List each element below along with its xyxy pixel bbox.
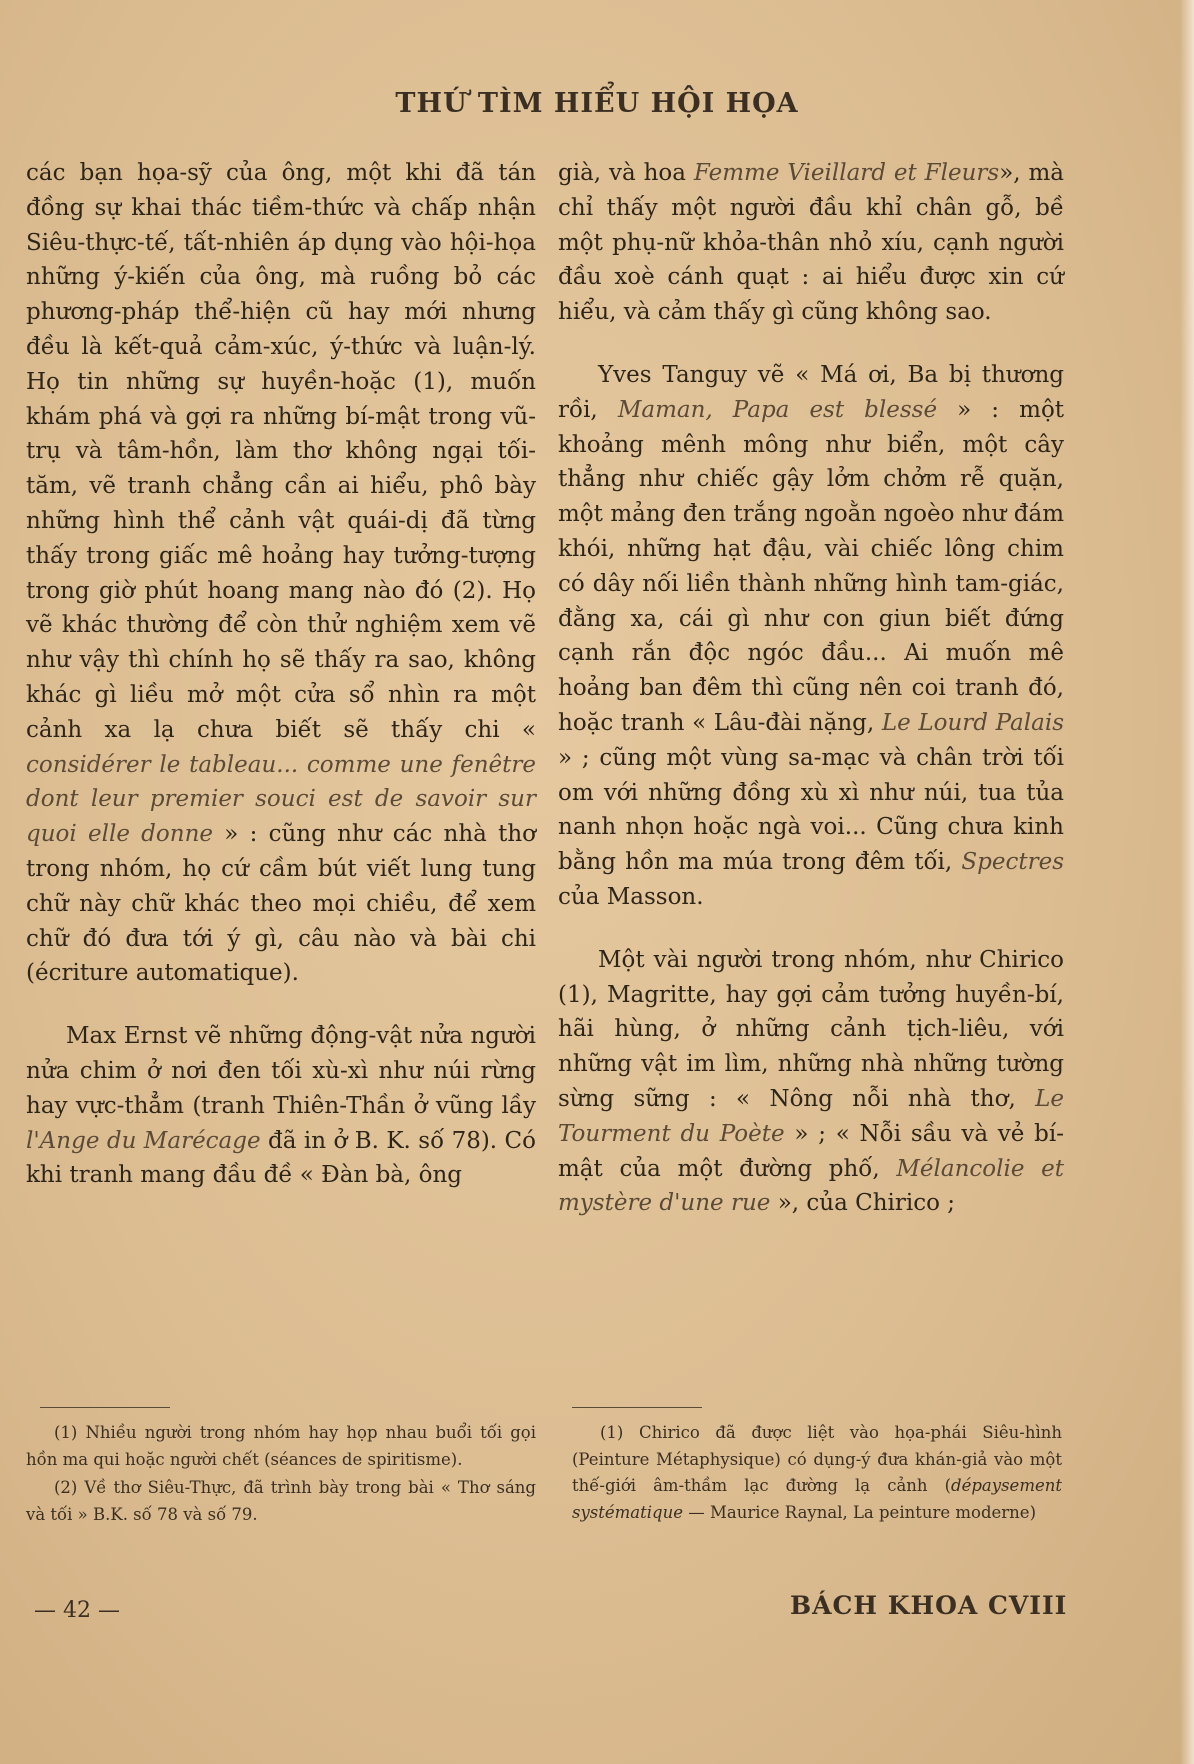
text-segment: già, và hoa [558, 160, 686, 186]
text-segment: » ; cũng một vùng sa-mạc và chân trời tối om với những đồng xù xì như núi, tua tủa nanh nhọn hoặc ngà voi... Cũng chưa kinh bằng hồn ma múa trong đêm tối, [558, 744, 1064, 876]
footnotes-left [26, 1420, 536, 1530]
text-segment: » : một khoảng mênh mông như biển, một cây thẳng như chiếc gậy lởm chởm rễ quặn, một mảng đen trắng ngoằn ngoèo như đám khói, những hạt đậu, vài chiếc lông chim có dây nối liền thành những hình tam-giác, đằng xa, cái gì như con giun biết đứng cạnh rắn độc ngóc đầu... Ai muốn mê hoảng ban đêm thì cũng nên coi tranh đó, hoặc tranh « Lâu-đài nặng, [558, 396, 1065, 736]
left-paragraph-2 [26, 1019, 536, 1193]
footnote-divider [40, 1407, 170, 1408]
text-segment: » ; « Nỗi sầu và vẻ bí-mật của một đường phố, [558, 1120, 1065, 1182]
italic-title: Le Lourd Palais [881, 709, 1064, 736]
footnote: (2) Về thơ Siêu-Thực, đã trình bày trong bài « Thơ sáng và tối » B.K. số 78 và số 79. [26, 1478, 536, 1524]
right-paragraph-1 [558, 156, 1064, 330]
text-segment: các bạn họa-sỹ của ông, một khi đã tán đồng sự khai thác tiềm-thức và chấp nhận Siêu-thực-tế, tất-nhiên áp dụng vào hội-họa những ý-kiến của ông, mà ruồng bỏ các phương-pháp thể-hiện cũ hay mới nhưng đều là kết-quả cảm-xúc, ý-thức và luận-lý. Họ tin những sự huyền-hoặc (1), muốn khám phá và gợi ra những bí-mật trong vũ-trụ và tâm-hồn, làm thơ không ngại tối-tăm, vẽ tranh chẳng cần ai hiểu, phô bày những hình thể cảnh vật quái-dị đã từng thấy trong giấc mê hoảng hay tưởng-tượng trong giờ phút hoang mang nào đó (2). Họ vẽ khác thường để còn thử nghiệm xem vẽ như vậy thì chính họ sẽ thấy ra sao, không khác gì liều mở một cửa sổ nhìn ra một cảnh xa lạ chưa biết sẽ thấy chi « [26, 160, 536, 743]
italic-title: Spectres [961, 849, 1065, 876]
italic-title: l'Ange du Marécage [26, 1127, 261, 1154]
footnote-divider [572, 1407, 702, 1408]
right-paragraph-3 [558, 943, 1064, 1221]
text-segment: Max Ernst vẽ những động-vật nửa người nửa chim ở nơi đen tối xù-xì như núi rừng hay vực-thẳm (tranh Thiên-Thần ở vũng lầy [26, 1023, 536, 1119]
text-segment: », của Chirico ; [777, 1190, 956, 1217]
text-segment: (1) Chirico đã được liệt vào họa-phái Siêu-hình (Peinture Métaphysique) có dụng-ý đưa khán-giả vào một thế-giới âm-thầm lạc đường lạ cảnh ( [572, 1423, 1062, 1495]
italic-title: Le Tourment du Poète [558, 1085, 1065, 1147]
page-number: — 42 — [34, 1598, 120, 1623]
right-paragraph-2 [558, 358, 1064, 915]
right-column [558, 156, 1064, 1221]
italic-quote: considérer le tableau... comme une fenêtre dont leur premier souci est de savoir sur quoi elle donne [26, 751, 536, 848]
footnote [572, 1420, 1062, 1526]
text-segment: — Maurice Raynal, La peinture moderne) [688, 1502, 1037, 1522]
text-segment: », mà chỉ thấy một người đầu khỉ chân gỗ, bề một phụ-nữ khỏa-thân nhỏ xíu, cạnh người đầu xoè cánh quạt : ai hiểu được xin cứ hiểu, và cảm thấy gì cũng không sao. [558, 160, 1065, 326]
left-column [26, 156, 536, 1193]
text-segment: » : cũng như các nhà thơ trong nhóm, họ cứ cầm bút viết lung tung chữ này chữ khác theo mọi chiều, để xem chữ đó đưa tới ý gì, câu nào và bài chi (écriture automatique). [26, 821, 537, 987]
footnote: (1) Nhiều người trong nhóm hay họp nhau buổi tối gọi hồn ma qui hoặc người chết (séances de spiritisme). [26, 1423, 536, 1469]
text-segment: Yves Tanguy vẽ « Má ơi, Ba bị thương rồi, [558, 361, 1064, 423]
journal-name: BÁCH KHOA CVIII [790, 1591, 1068, 1620]
text-segment: đã in ở B. K. số 78). Có khi tranh mang đầu đề « Đàn bà, ông [26, 1127, 536, 1189]
left-paragraph-1 [26, 156, 536, 991]
italic-title: Femme Vieillard et Fleurs [693, 160, 1000, 186]
italic-title: Mélancolie et mystère d'une rue [558, 1155, 1065, 1217]
page-title: THỨ TÌM HIỂU HỘI HỌA [395, 88, 799, 119]
italic-term: dépaysement systématique [572, 1476, 1062, 1522]
italic-title: Maman, Papa est blessé [617, 396, 938, 423]
text-segment: Một vài người trong nhóm, như Chirico (1), Magritte, hay gợi cảm tưởng huyền-bí, hãi hùng, ở những cảnh tịch-liêu, với những vật im lìm, những nhà những tường sừng sững : « Nông nỗi nhà thơ, [558, 946, 1064, 1112]
text-segment: của Masson. [558, 883, 704, 910]
page-edge [1180, 0, 1194, 1764]
footnotes-right [572, 1420, 1062, 1528]
